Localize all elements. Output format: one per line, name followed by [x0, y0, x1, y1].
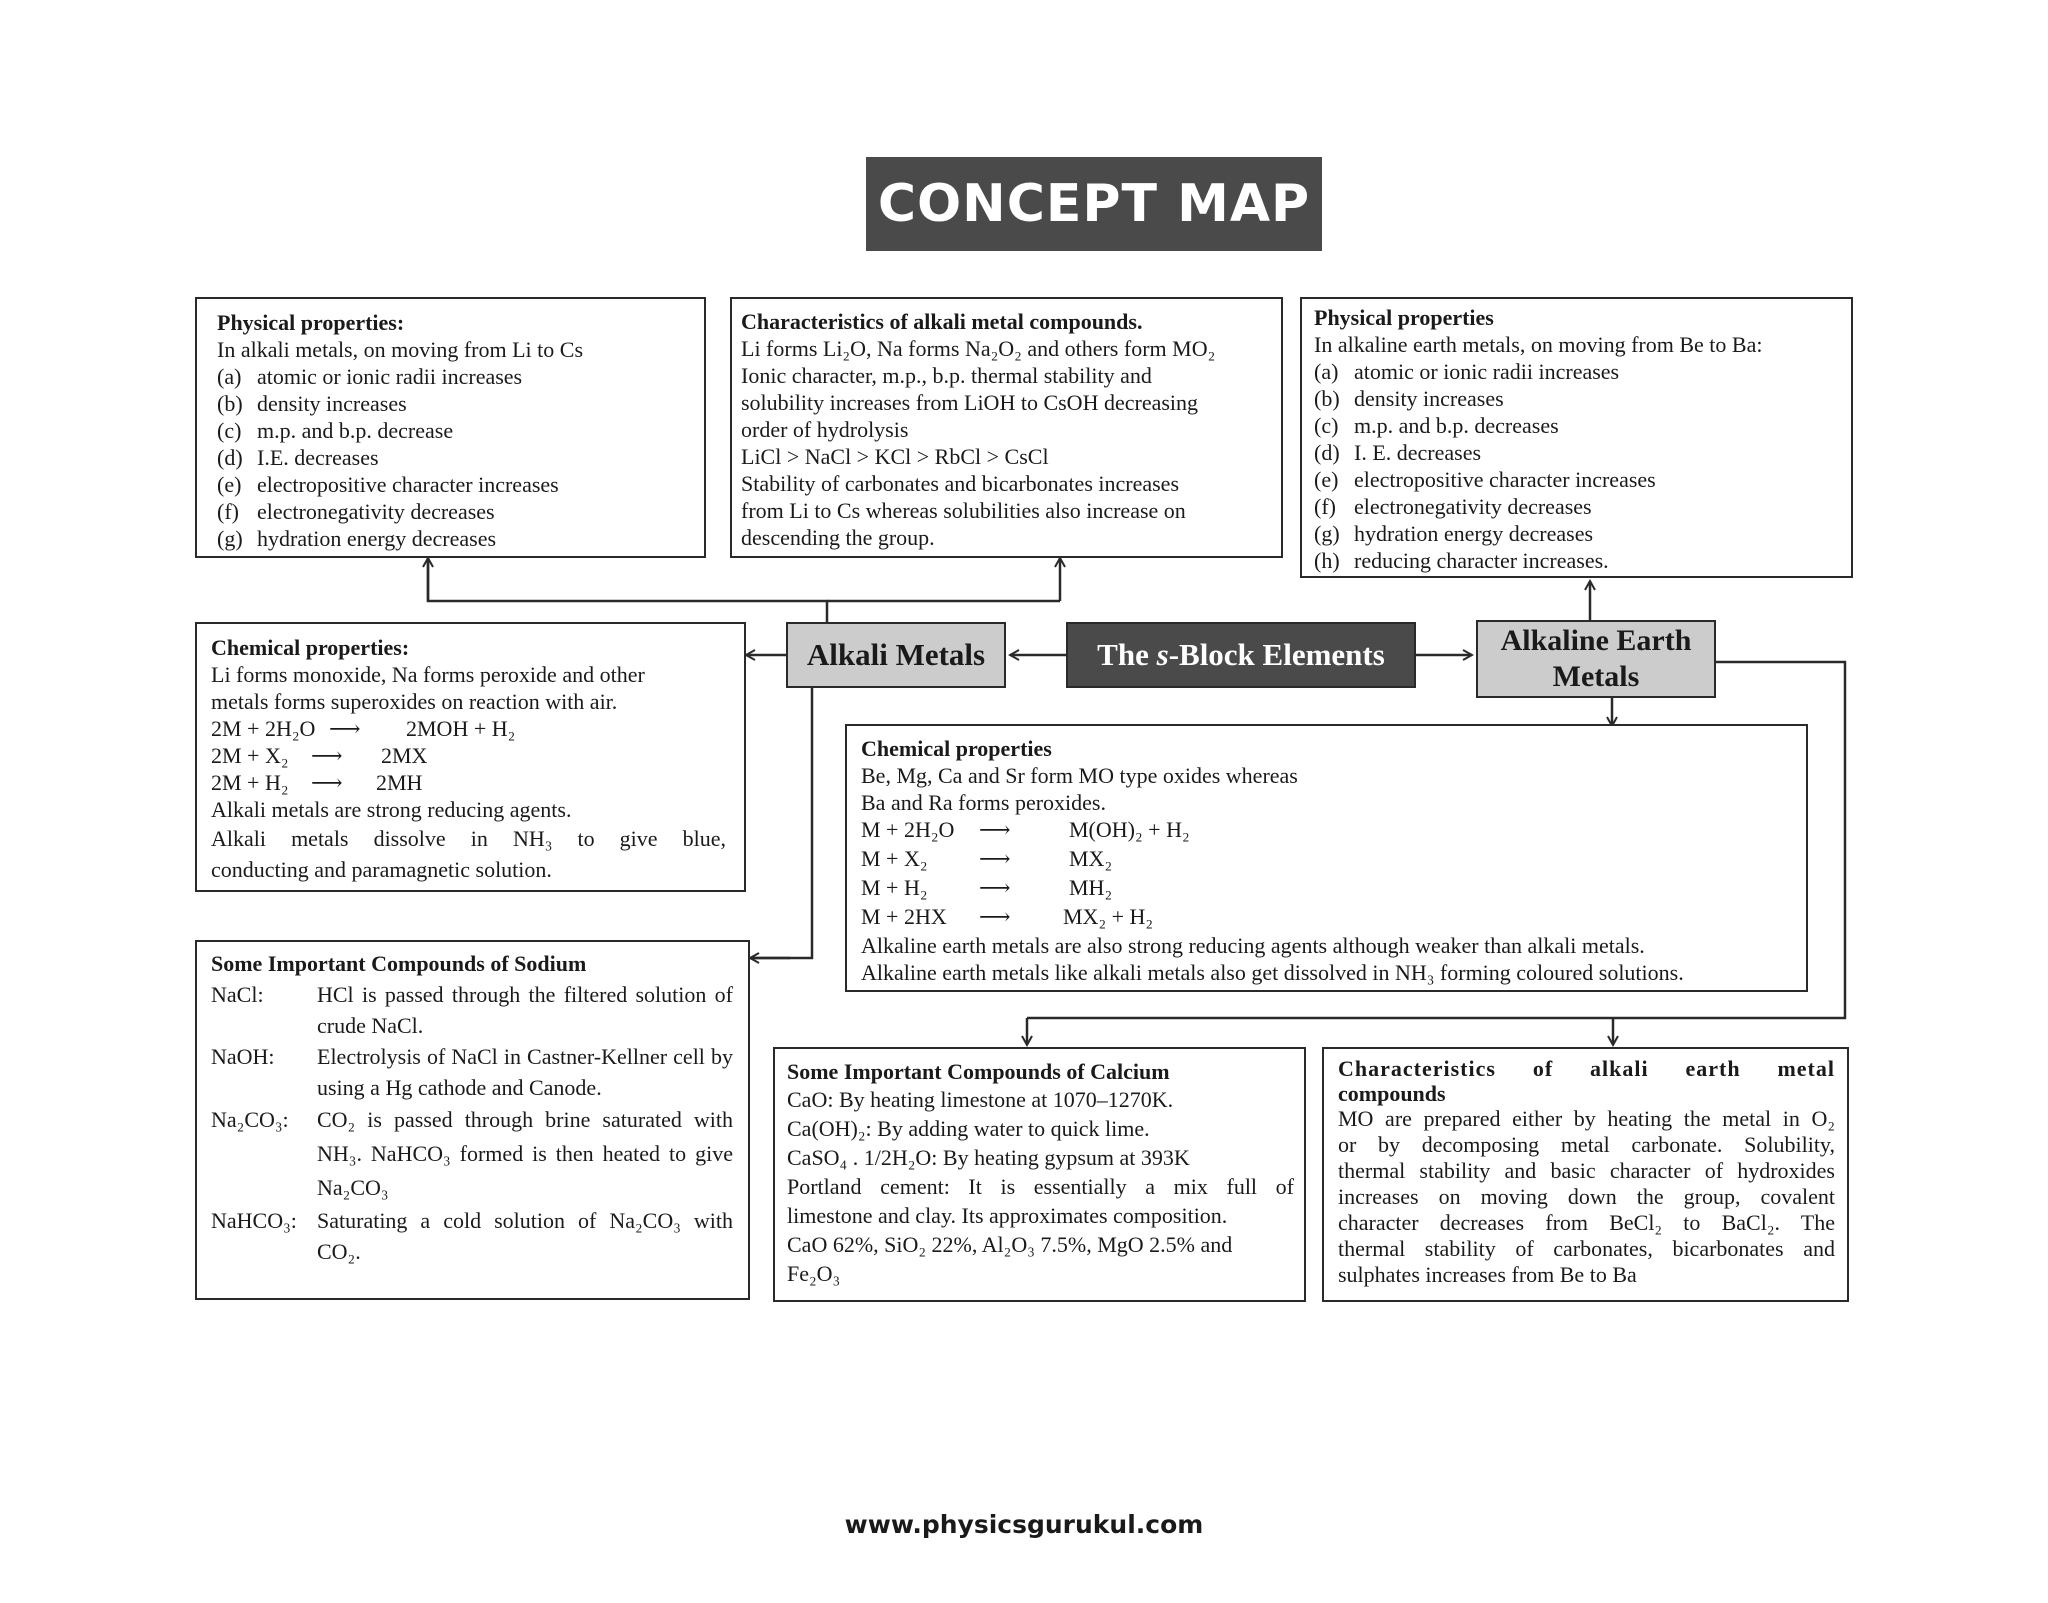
text-line: Alkali metals dissolve in NH₃ to give blue, — [211, 826, 726, 851]
alkaline-chemical-properties-box — [845, 724, 1808, 992]
calcium-compounds-box — [773, 1047, 1306, 1302]
alkali-physical-intro: In alkali metals, on moving from Li to Cs — [217, 337, 584, 362]
list-item: (a) atomic or ionic radii increases — [1314, 359, 1620, 384]
text-line: Alkaline earth metals like alkali metals also get dissolved in NH₃ forming coloured solutions. — [861, 960, 1684, 985]
text-line: CaO 62%, SiO₂ 22%, Al₂O₃ 7.5%, MgO 2.5% and — [787, 1232, 1233, 1257]
text-line: or by decomposing metal carbonate. Solubility, — [1338, 1132, 1835, 1157]
line-alkali-to-top — [428, 560, 827, 622]
text-line: Ca(OH)₂: By adding water to quick lime. — [787, 1116, 1150, 1141]
text-line: solubility increases from LiOH to CsOH decreasing — [741, 390, 1199, 415]
compound-row: NaCl: HCl is passed through the filtered solution of crude NaCl. — [211, 982, 733, 1038]
compound-row: Na₂CO₃: CO₂ is passed through brine saturated with NH₃. NaHCO₃ formed is then heated to give Na₂CO₃ — [211, 1107, 733, 1200]
alkaline-physical-heading: Physical properties — [1314, 305, 1494, 330]
text-line: Li forms monoxide, Na forms peroxide and other — [211, 662, 645, 687]
text-line: character decreases from BeCl₂ to BaCl₂. The — [1338, 1210, 1835, 1235]
alkali-chemical-properties-box — [195, 622, 746, 892]
list-item: (e) electropositive character increases — [217, 472, 559, 497]
list-item: (f) electronegativity decreases — [217, 499, 495, 524]
reaction-equation: 2M + H₂ ⟶ 2MH — [211, 770, 423, 795]
list-item: (c) m.p. and b.p. decrease — [217, 418, 454, 443]
text-line: limestone and clay. Its approximates composition. — [787, 1203, 1228, 1228]
alkaline-physical-intro: In alkaline earth metals, on moving from Be to Ba: — [1314, 332, 1763, 357]
text-line: MO are prepared either by heating the metal in O₂ — [1338, 1106, 1835, 1131]
alkaline-compounds-heading-2: compounds — [1338, 1081, 1446, 1106]
reaction-equation: M + 2HX ⟶ MX₂ + H₂ — [861, 904, 1154, 929]
text-line: Li forms Li₂O, Na forms Na₂O₂ and others form MO₂ — [741, 336, 1216, 361]
list-item: (d) I. E. decreases — [1314, 440, 1482, 465]
reaction-equation: M + X₂ ⟶ MX₂ — [861, 846, 1113, 871]
text-line: descending the group. — [741, 525, 935, 550]
reaction-equation: 2M + X₂ ⟶ 2MX — [211, 743, 428, 768]
text-line: Portland cement: It is essentially a mix full of — [787, 1174, 1294, 1199]
text-line: conducting and paramagnetic solution. — [211, 857, 552, 882]
text-line: metals forms superoxides on reaction with air. — [211, 689, 618, 714]
compound-row: NaHCO₃: Saturating a cold solution of Na₂CO₃ with CO₂. — [211, 1208, 733, 1264]
alkaline-chemical-heading: Chemical properties — [861, 736, 1052, 761]
text-line: CaSO₄ . 1/2H₂O: By heating gypsum at 393K — [787, 1145, 1190, 1170]
s-block-elements-node: The s -Block Elements — [1066, 622, 1416, 688]
reaction-equation: 2M + 2H₂O ⟶ 2MOH + H₂ — [211, 716, 516, 741]
alkali-compounds-box — [730, 297, 1283, 558]
list-item: (g) hydration energy decreases — [217, 526, 497, 551]
sodium-compounds-box — [195, 940, 750, 1300]
reaction-equation: M + 2H₂O ⟶ M(OH)₂ + H₂ — [861, 817, 1190, 842]
list-item: (c) m.p. and b.p. decreases — [1314, 413, 1559, 438]
text-line: thermal stability and basic character of hydroxides — [1338, 1158, 1835, 1183]
list-item: (h) reducing character increases. — [1314, 548, 1609, 573]
list-item: (e) electropositive character increases — [1314, 467, 1656, 492]
alkaline-earth-metals-node: Alkaline Earth Metals — [1476, 620, 1716, 698]
compound-row: NaOH: Electrolysis of NaCl in Castner-Kellner cell by using a Hg cathode and Canode. — [211, 1044, 733, 1100]
website-link[interactable]: www.physicsgurukul.com — [844, 1510, 1204, 1539]
alkali-chemical-heading: Chemical properties: — [211, 635, 410, 660]
list-item: (d) I.E. decreases — [217, 445, 379, 470]
text-line: sulphates increases from Be to Ba — [1338, 1262, 1637, 1287]
text-line: Ionic character, m.p., b.p. thermal stability and — [741, 363, 1152, 388]
text-line: Ba and Ra forms peroxides. — [861, 790, 1106, 815]
text-line: Alkaline earth metals are also strong reducing agents although weaker than alkali metals. — [861, 933, 1645, 958]
text-line: Stability of carbonates and bicarbonates increases — [741, 471, 1180, 496]
text-line: thermal stability of carbonates, bicarbonates and — [1338, 1236, 1835, 1261]
text-line: Fe₂O₃ — [787, 1261, 841, 1286]
alkali-physical-properties-box — [195, 297, 706, 558]
text-line: CaO: By heating limestone at 1070–1270K. — [787, 1087, 1174, 1112]
calcium-compounds-heading: Some Important Compounds of Calcium — [787, 1059, 1170, 1084]
list-item: (b) density increases — [217, 391, 407, 416]
sodium-compounds-heading: Some Important Compounds of Sodium — [211, 951, 587, 976]
list-item: (a) atomic or ionic radii increases — [217, 364, 523, 389]
alkali-physical-heading: Physical properties: — [217, 310, 405, 335]
list-item: (g) hydration energy decreases — [1314, 521, 1594, 546]
alkali-metals-node: Alkali Metals — [786, 622, 1006, 688]
line-alkali-to-sodium — [750, 688, 812, 958]
text-line: Be, Mg, Ca and Sr form MO type oxides whereas — [861, 763, 1298, 788]
text-line: LiCl > NaCl > KCl > RbCl > CsCl — [741, 444, 1049, 469]
alkaline-compounds-box — [1322, 1047, 1849, 1302]
alkaline-compounds-heading: Characteristics of alkali earth metal — [1338, 1056, 1835, 1081]
alkali-compounds-heading: Characteristics of alkali metal compounds. — [741, 309, 1143, 334]
page-title: CONCEPT MAP — [866, 157, 1322, 251]
text-line: increases on moving down the group, covalent — [1338, 1184, 1835, 1209]
list-item: (f) electronegativity decreases — [1314, 494, 1592, 519]
alkaline-physical-properties-box — [1300, 297, 1853, 578]
text-line: from Li to Cs whereas solubilities also increase on — [741, 498, 1186, 523]
text-line: order of hydrolysis — [741, 417, 909, 442]
text-line: Alkali metals are strong reducing agents. — [211, 797, 572, 822]
reaction-equation: M + H₂ ⟶ MH₂ — [861, 875, 1113, 900]
list-item: (b) density increases — [1314, 386, 1504, 411]
